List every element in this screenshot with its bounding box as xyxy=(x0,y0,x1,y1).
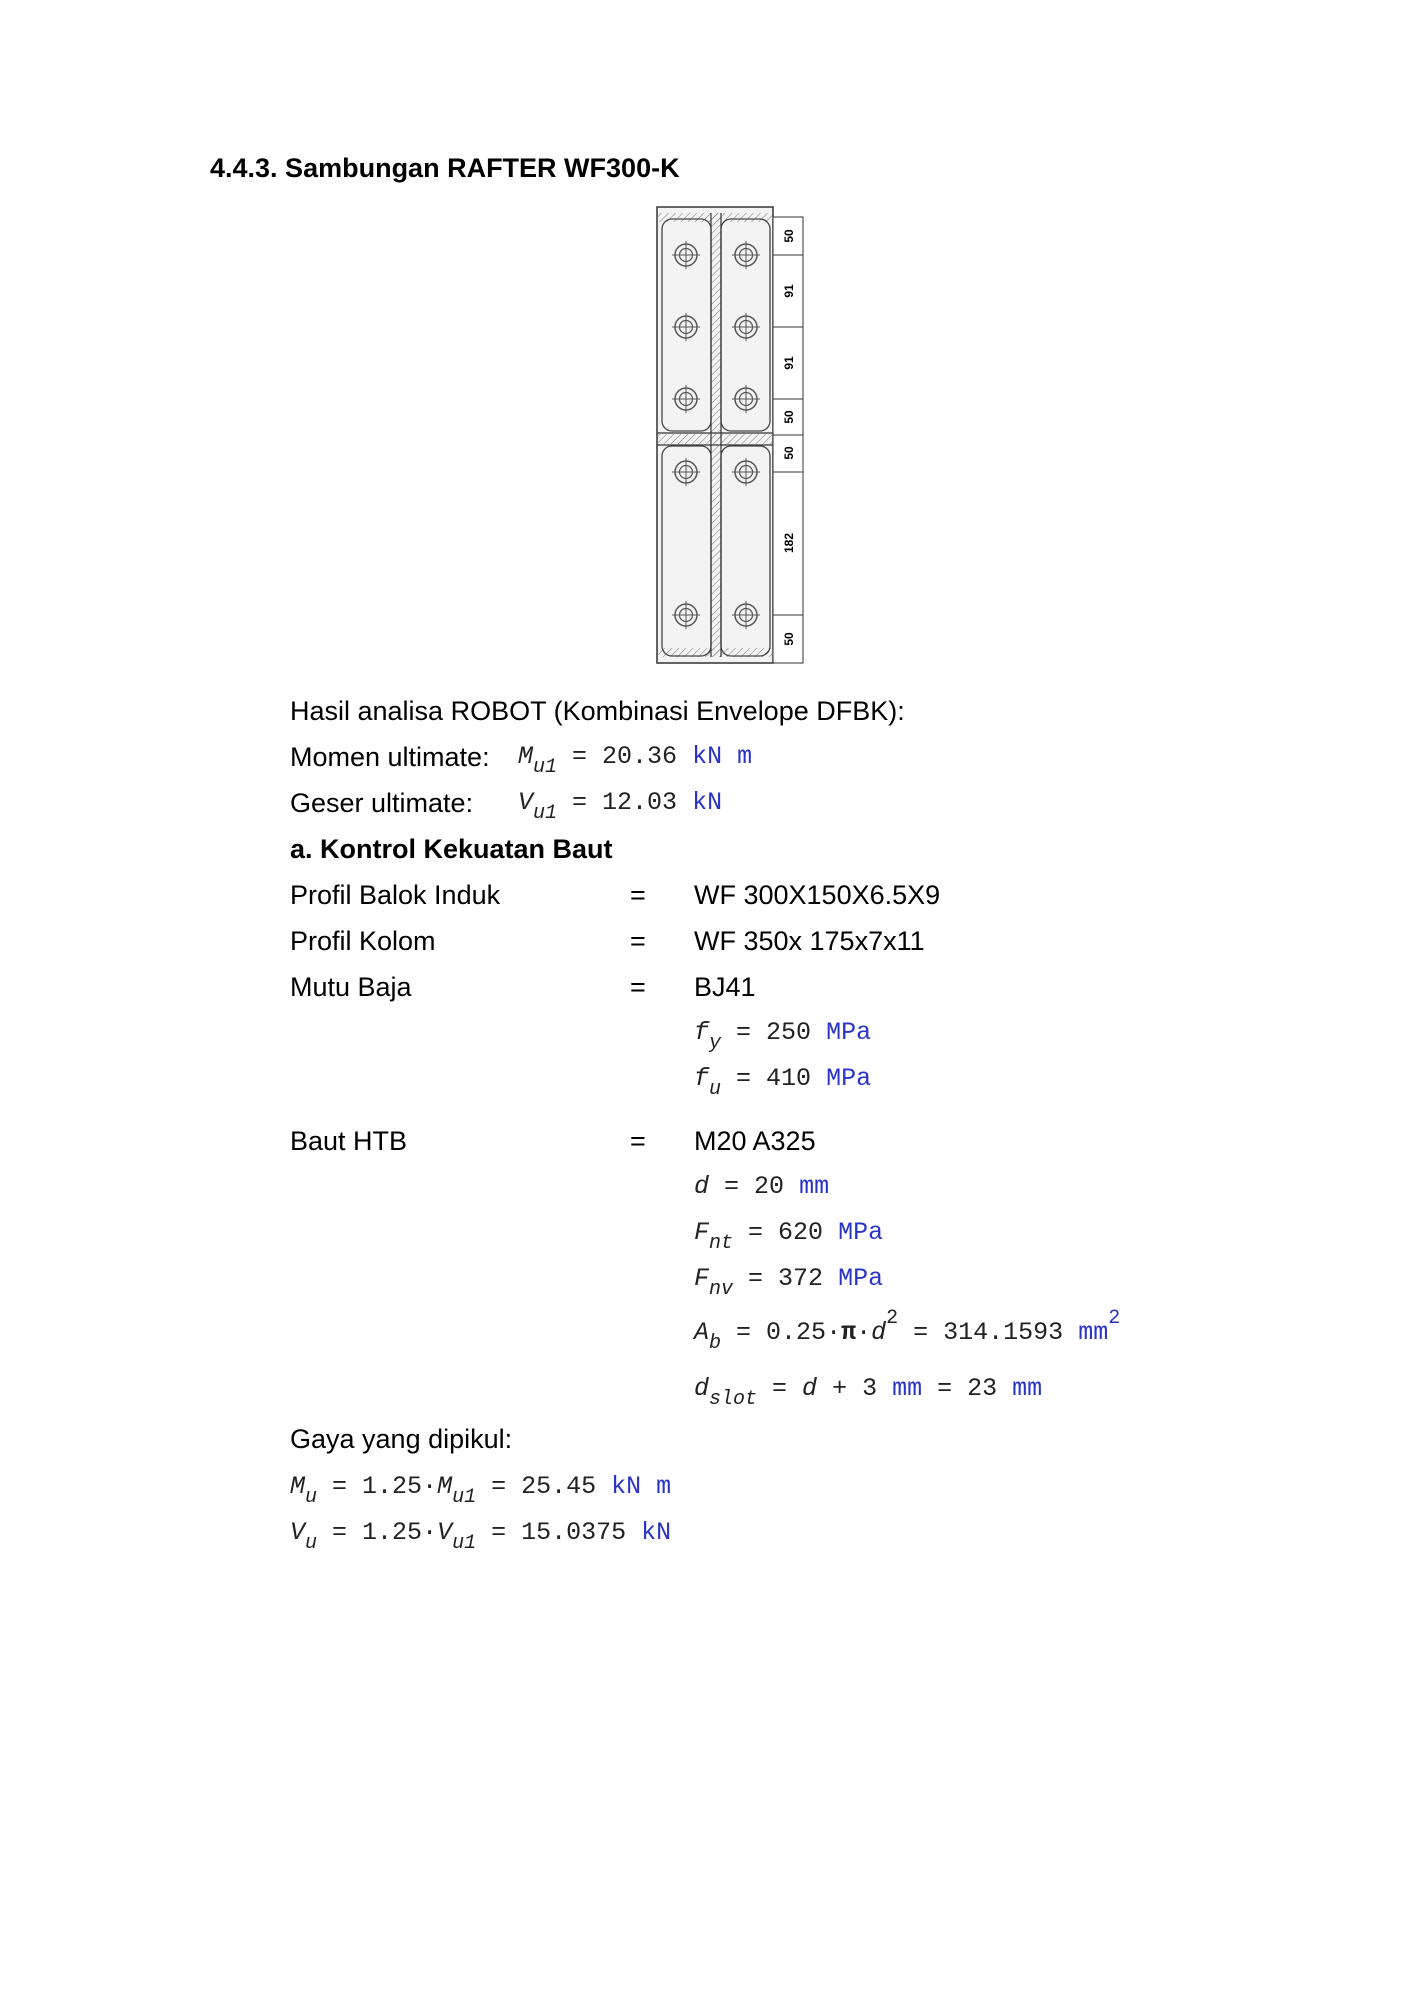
d-formula: d = 20 mm xyxy=(694,1172,830,1201)
dim-label: 50 xyxy=(782,229,796,243)
shear-formula: $V_{u1} = 12.03$ kN xyxy=(518,788,723,825)
fy-formula: $f_y = 250$ MPa xyxy=(694,1018,872,1055)
mu-formula: $M_u = 1.25\cdot M_{u1} = 25.45$ kN m xyxy=(290,1472,672,1509)
property-value: BJ41 xyxy=(694,972,756,1002)
property-value: M20 A325 xyxy=(694,1126,816,1156)
shear-label: Geser ultimate: xyxy=(290,788,474,818)
ab-formula: $A_b = 0.25\cdot\pi\cdot d^2 = 314.1593$ $mm^2$ xyxy=(694,1307,1121,1355)
property-label: Baut HTB xyxy=(290,1126,408,1156)
dim-label: 91 xyxy=(782,356,796,370)
equals-sign: = xyxy=(630,880,646,910)
vu-formula: $V_u = 1.25\cdot V_{u1} = 15.0375$ kN xyxy=(290,1518,672,1555)
forces-title: Gaya yang dipikul: xyxy=(290,1424,513,1454)
dim-label: 91 xyxy=(782,284,796,298)
equals-sign: = xyxy=(630,926,646,956)
connection-diagram xyxy=(655,205,810,670)
equals-sign: = xyxy=(630,1126,646,1156)
fu-formula: $f_u = 410$ MPa xyxy=(694,1064,872,1101)
dimension-strip xyxy=(773,217,803,663)
end-plate xyxy=(657,207,773,663)
equals-sign: = xyxy=(630,972,646,1002)
dslot-formula: $d_{slot} = d + 3$ mm = 23 mm xyxy=(694,1374,1043,1411)
analysis-title: Hasil analisa ROBOT (Kombinasi Envelope DFBK): xyxy=(290,696,905,726)
moment-formula: $M_{u1} = 20.36$ kN m xyxy=(518,742,753,779)
dim-label: 50 xyxy=(782,446,796,460)
section-heading: 4.4.3. Sambungan RAFTER WF300-K xyxy=(210,153,680,183)
property-value: WF 350x 175x7x11 xyxy=(694,926,925,956)
moment-label: Momen ultimate: xyxy=(290,742,490,772)
dim-label: 50 xyxy=(782,632,796,646)
dim-label: 182 xyxy=(782,532,796,554)
property-label: Profil Kolom xyxy=(290,926,436,956)
property-label: Profil Balok Induk xyxy=(290,880,501,910)
section-title: a. Kontrol Kekuatan Baut xyxy=(290,834,613,864)
property-label: Mutu Baja xyxy=(290,972,412,1002)
fnv-formula: $F_{nv} = 372$ MPa xyxy=(694,1264,884,1301)
fnt-formula: $F_{nt} = 620$ MPa xyxy=(694,1218,884,1255)
property-value: WF 300X150X6.5X9 xyxy=(694,880,941,910)
dim-label: 50 xyxy=(782,410,796,424)
